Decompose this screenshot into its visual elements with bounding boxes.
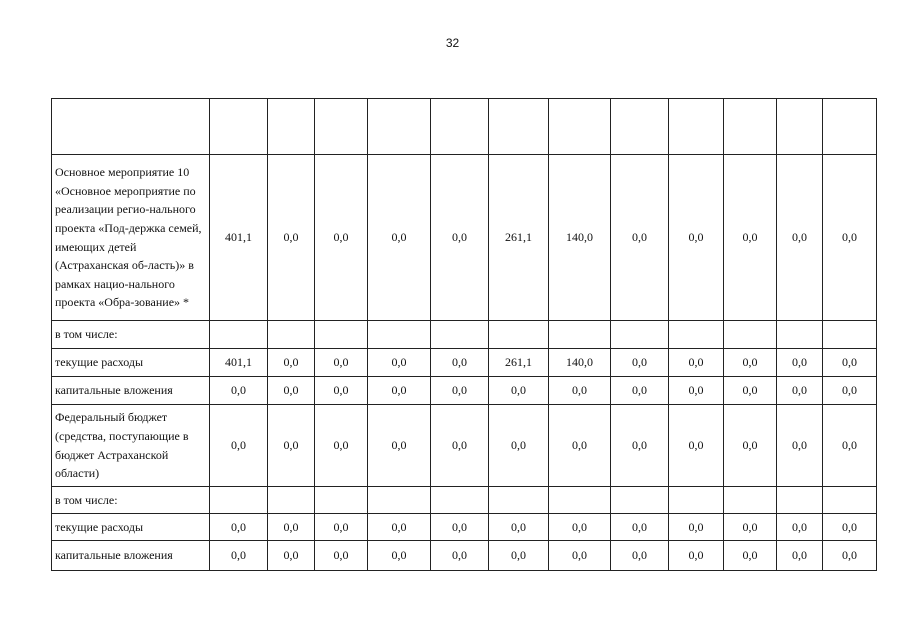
table-cell — [724, 321, 777, 349]
row-label: Основное мероприятие 10 «Основное мероприятие по реализации регио-нального проекта «Под-держка семей, имеющих детей (Астраханская об-ласть)» в рамках нацио-нального проекта «Обра-зование» * — [52, 155, 210, 321]
table-cell — [210, 487, 268, 514]
table-cell — [210, 99, 268, 155]
row-label: капитальные вложения — [52, 541, 210, 571]
table-cell: 0,0 — [489, 514, 549, 541]
table-cell: 0,0 — [210, 541, 268, 571]
table-cell — [724, 487, 777, 514]
table-cell — [611, 99, 669, 155]
table-cell — [210, 321, 268, 349]
table-cell: 0,0 — [268, 405, 315, 487]
table-cell: 0,0 — [210, 514, 268, 541]
table-cell: 401,1 — [210, 155, 268, 321]
table-cell — [268, 99, 315, 155]
table-cell: 0,0 — [724, 514, 777, 541]
table-cell: 0,0 — [315, 377, 368, 405]
table-cell: 0,0 — [611, 514, 669, 541]
table-cell: 0,0 — [315, 514, 368, 541]
table-cell: 0,0 — [777, 541, 823, 571]
table-cell — [368, 487, 431, 514]
row-label: текущие расходы — [52, 349, 210, 377]
table-cell: 0,0 — [669, 405, 724, 487]
table-row — [52, 487, 877, 514]
table-cell — [611, 487, 669, 514]
table-cell: 0,0 — [724, 349, 777, 377]
table-cell: 0,0 — [724, 377, 777, 405]
table-cell: 0,0 — [611, 377, 669, 405]
table-cell: 0,0 — [669, 541, 724, 571]
table-cell: 0,0 — [777, 349, 823, 377]
table-cell: 0,0 — [611, 349, 669, 377]
table-row — [52, 377, 877, 405]
table-cell — [724, 99, 777, 155]
table-row — [52, 155, 877, 321]
table-cell: 0,0 — [368, 155, 431, 321]
table-cell: 0,0 — [611, 155, 669, 321]
table-cell — [669, 487, 724, 514]
table-cell: 0,0 — [489, 541, 549, 571]
table-cell — [777, 99, 823, 155]
table-cell: 0,0 — [315, 349, 368, 377]
row-label: Федеральный бюджет (средства, поступающие в бюджет Астраханской области) — [52, 405, 210, 487]
table-row — [52, 514, 877, 541]
table-cell: 0,0 — [268, 155, 315, 321]
table-cell: 0,0 — [611, 541, 669, 571]
table-cell: 0,0 — [489, 405, 549, 487]
table-cell — [777, 487, 823, 514]
table-cell — [268, 487, 315, 514]
table-cell: 0,0 — [549, 541, 611, 571]
table-cell: 0,0 — [268, 514, 315, 541]
table-row — [52, 405, 877, 487]
table-cell — [431, 99, 489, 155]
table-cell: 0,0 — [823, 155, 877, 321]
table-cell: 261,1 — [489, 349, 549, 377]
table-cell: 0,0 — [431, 377, 489, 405]
table-cell: 0,0 — [368, 541, 431, 571]
table-cell — [315, 321, 368, 349]
table-cell: 140,0 — [549, 349, 611, 377]
table-cell: 0,0 — [777, 377, 823, 405]
table-cell: 0,0 — [268, 349, 315, 377]
table-cell: 0,0 — [368, 377, 431, 405]
table-cell: 0,0 — [823, 514, 877, 541]
table-cell: 0,0 — [549, 405, 611, 487]
table-cell — [823, 487, 877, 514]
table-cell: 0,0 — [431, 155, 489, 321]
table-cell: 0,0 — [315, 155, 368, 321]
table-cell: 0,0 — [268, 377, 315, 405]
table-cell — [368, 321, 431, 349]
table-cell — [431, 321, 489, 349]
table-cell — [823, 321, 877, 349]
table-cell: 0,0 — [823, 377, 877, 405]
table-cell: 0,0 — [268, 541, 315, 571]
table-cell: 0,0 — [823, 541, 877, 571]
row-label: в том числе: — [52, 321, 210, 349]
table-cell: 0,0 — [315, 405, 368, 487]
table-cell: 0,0 — [724, 541, 777, 571]
table-cell: 0,0 — [777, 155, 823, 321]
table-cell — [669, 321, 724, 349]
table-row — [52, 99, 877, 155]
table-cell: 261,1 — [489, 155, 549, 321]
table-cell — [489, 99, 549, 155]
table-cell: 0,0 — [210, 377, 268, 405]
table-cell: 0,0 — [611, 405, 669, 487]
table-cell: 0,0 — [210, 405, 268, 487]
table-cell: 140,0 — [549, 155, 611, 321]
table-cell: 0,0 — [368, 405, 431, 487]
table-cell — [315, 487, 368, 514]
table-cell: 0,0 — [549, 514, 611, 541]
table-cell: 0,0 — [431, 514, 489, 541]
row-label: капитальные вложения — [52, 377, 210, 405]
table-cell: 0,0 — [489, 377, 549, 405]
table-cell — [549, 321, 611, 349]
table-cell: 0,0 — [669, 155, 724, 321]
table-cell: 0,0 — [669, 377, 724, 405]
table-cell: 0,0 — [669, 514, 724, 541]
table-cell: 0,0 — [368, 349, 431, 377]
table-row — [52, 541, 877, 571]
table-cell — [489, 487, 549, 514]
budget-table — [51, 98, 877, 571]
row-label — [52, 99, 210, 155]
table-cell: 0,0 — [823, 349, 877, 377]
table-cell — [777, 321, 823, 349]
table-cell — [489, 321, 549, 349]
table-cell: 0,0 — [315, 541, 368, 571]
table-cell — [549, 487, 611, 514]
table-cell: 0,0 — [724, 405, 777, 487]
table-cell — [669, 99, 724, 155]
table-cell — [549, 99, 611, 155]
table-row — [52, 349, 877, 377]
table-cell — [431, 487, 489, 514]
table-cell: 0,0 — [549, 377, 611, 405]
table-cell — [368, 99, 431, 155]
table-cell — [823, 99, 877, 155]
table-cell: 0,0 — [368, 514, 431, 541]
table-cell: 0,0 — [777, 514, 823, 541]
table-cell: 401,1 — [210, 349, 268, 377]
budget-table-body — [52, 99, 877, 571]
table-cell: 0,0 — [777, 405, 823, 487]
table-cell — [268, 321, 315, 349]
table-cell — [315, 99, 368, 155]
row-label: текущие расходы — [52, 514, 210, 541]
page-number: 32 — [445, 36, 460, 50]
row-label: в том числе: — [52, 487, 210, 514]
table-cell — [611, 321, 669, 349]
table-cell: 0,0 — [669, 349, 724, 377]
table-cell: 0,0 — [431, 349, 489, 377]
table-cell: 0,0 — [431, 541, 489, 571]
table-cell: 0,0 — [823, 405, 877, 487]
table-cell: 0,0 — [724, 155, 777, 321]
table-cell: 0,0 — [431, 405, 489, 487]
table-row — [52, 321, 877, 349]
